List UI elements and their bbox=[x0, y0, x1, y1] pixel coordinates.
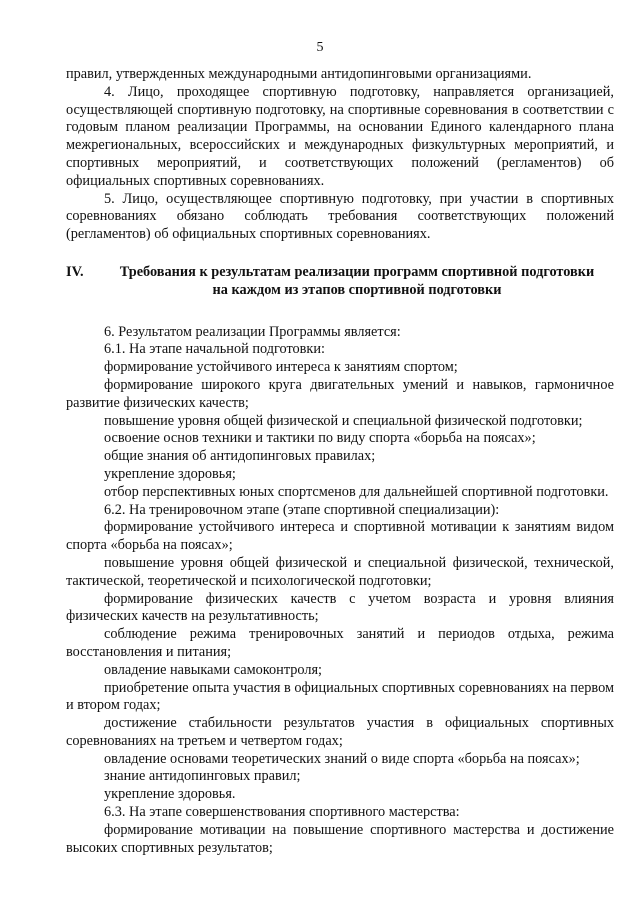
paragraph: приобретение опыта участия в официальных спортивных соревнованиях на первом и втором годах; bbox=[66, 679, 614, 714]
paragraph: формирование мотивации на повышение спортивного мастерства и достижение высоких спортивных результатов; bbox=[66, 821, 614, 856]
paragraph: общие знания об антидопинговых правилах; bbox=[104, 448, 376, 465]
paragraph: 6.1. На этапе начальной подготовки: bbox=[104, 341, 325, 358]
page-number: 5 bbox=[316, 40, 324, 55]
section-title-line-2: на каждом из этапов спортивной подготовки bbox=[212, 281, 502, 298]
paragraph: 6. Результатом реализации Программы является: bbox=[104, 323, 401, 340]
paragraph: правил, утвержденных международными антидопинговыми организациями. bbox=[66, 66, 532, 82]
section-heading bbox=[66, 264, 614, 300]
paragraph: знание антидопинговых правил; bbox=[104, 768, 301, 785]
paragraph: достижение стабильности результатов участия в официальных спортивных соревнованиях на третьем и четвертом годах; bbox=[66, 715, 614, 749]
paragraph: отбор перспективных юных спортсменов для дальнейшей спортивной подготовки. bbox=[104, 483, 609, 500]
paragraph: укрепление здоровья. bbox=[104, 786, 236, 803]
paragraph: формирование устойчивого интереса и спортивной мотивации к занятиям видом спорта «борьба на поясах»; bbox=[66, 519, 614, 554]
paragraph: овладение навыками самоконтроля; bbox=[104, 661, 323, 678]
paragraph: овладение основами теоретических знаний о виде спорта «борьба на поясах»; bbox=[104, 750, 580, 767]
document-body bbox=[66, 66, 614, 857]
paragraph: 5. Лицо, осуществляющее спортивную подготовку, при участии в спортивных соревнованиях обязано соблюдать требования соответствующих положений (регламентов) об официальных спортивных соревнованиях. bbox=[66, 190, 614, 243]
section-number: IV. bbox=[66, 263, 84, 280]
paragraph: формирование устойчивого интереса к занятиям спортом; bbox=[104, 359, 458, 376]
paragraph: 6.3. На этапе совершенствования спортивного мастерства: bbox=[104, 804, 460, 821]
paragraph: освоение основ техники и тактики по виду спорта «борьба на поясах»; bbox=[104, 430, 536, 447]
paragraph: соблюдение режима тренировочных занятий и периодов отдыха, режима восстановления и питания; bbox=[66, 626, 614, 660]
paragraph: укрепление здоровья; bbox=[104, 465, 236, 482]
paragraph: формирование физических качеств с учетом возраста и уровня влияния физических качеств на результативность; bbox=[66, 590, 614, 625]
paragraph: повышение уровня общей физической и специальной физической подготовки; bbox=[104, 412, 583, 429]
paragraph: формирование широкого круга двигательных умений и навыков, гармоничное развитие физических качеств; bbox=[66, 376, 614, 411]
paragraph: 4. Лицо, проходящее спортивную подготовку, направляется организацией, осуществляющей спортивную подготовку, на спортивные соревнования в соответствии с годовым планом реализации Программы, на основании Единого календарного плана межрегиональных, всероссийских и международных физкультурных мероприятий, и спортивных мероприятий, и соответствующих положений (регламентов) об официальных спортивных соревнованиях. bbox=[66, 83, 614, 189]
section-title-line-1: Требования к результатам реализации программ спортивной подготовки bbox=[119, 263, 595, 280]
paragraph: повышение уровня общей физической и специальной физической, технической, тактической, теоретической и психологической подготовки; bbox=[66, 554, 614, 589]
paragraph: 6.2. На тренировочном этапе (этапе спортивной специализации): bbox=[104, 501, 500, 518]
